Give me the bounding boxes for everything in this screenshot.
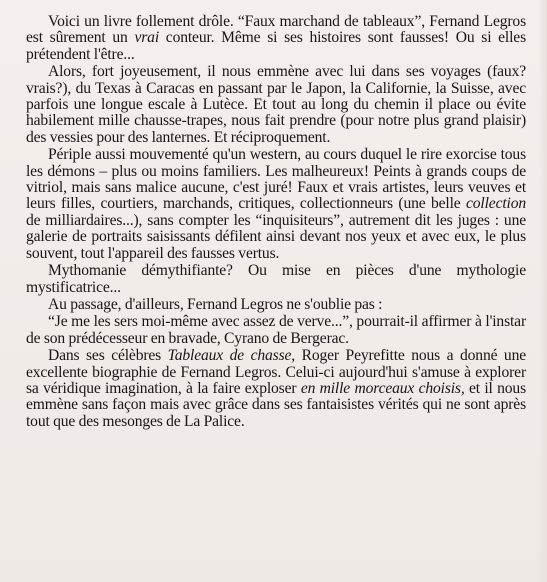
paragraph-3-text-b: de milliardaires...), sans compter les “inquisiteurs”, autrement dit les juges : une galerie de portraits saisissants défilent ainsi devant nos yeux et avec eux, le plus souvent, tout l'appareil des fausses vertus. [26, 211, 526, 262]
paragraph-2 [26, 64, 526, 146]
paragraph-7-italic-b: en mille morceaux choisis, [300, 379, 465, 397]
paragraph-7 [26, 348, 526, 430]
paragraph-3-italic: collection [466, 195, 526, 213]
paragraph-3-text-a: Périple aussi mouvementé qu'un western, au cours duquel le rire exorcise tous les démons – plus ou moins familiers. Les malheureux! Peints à grands coups de vitriol, mais sans malice aucune, c'est juré! Faux et vrais artistes, leurs veuves et leurs filles, courtiers, marchands, critiques, collectionneurs (une belle [26, 146, 526, 213]
page-edge-shading [539, 0, 547, 582]
paragraph-5 [26, 297, 526, 313]
paragraph-7-italic-a: Tableaux de chasse, [167, 347, 296, 365]
paragraph-7-text-b: Roger Peyrefitte nous a donné une excellente biographie de Fernand Legros. Celui-ci aujourd'hui s'amuse à explorer sa véridique imagination, à la faire exploser [26, 347, 526, 397]
paragraph-1 [26, 14, 526, 63]
paragraph-6-quote: “Je me les sers moi-même avec assez de verve...”, pourrait-il affirmer à l'instar de son prédécesseur en bravade, Cyrano de Bergerac. [26, 313, 526, 347]
paragraph-2-text: Alors, fort joyeusement, il nous emmène avec lui dans ses voyages (faux? vrais?), du Texas à Caracas en passant par le Japon, la Californie, la Suisse, avec parfois une longue escale à Lutèce. Et tout au long du chemin il place ou évite habilement mille chausse-trapes, nous fait prendre (pour notre plus grand plaisir) des vessies pour des lanternes. Et réciproquement. [26, 63, 526, 146]
paragraph-7-text-c: et il nous emmène sans façon mais avec grâce dans ses fantaisistes vérités qui ne sont après tout que des mesonges de La Palice. [26, 379, 526, 430]
paragraph-4 [26, 263, 526, 296]
paragraph-1-text-b: conteur. Même si ses histoires sont fausses! Ou si elles prétendent l'être... [26, 29, 526, 63]
paragraph-7-text-a: Dans ses célèbres [48, 347, 168, 365]
paragraph-6 [26, 314, 526, 347]
blurb-text [26, 14, 526, 431]
paragraph-1-italic: vrai [134, 29, 160, 47]
paragraph-4-text: Mythomanie démythifiante? Ou mise en pièces d'une mythologie mystificatrice... [26, 262, 526, 296]
paragraph-5-text: Au passage, d'ailleurs, Fernand Legros ne s'oublie pas : [48, 295, 383, 313]
paragraph-1-text-a: Voici un livre follement drôle. “Faux marchand de tableaux”, Fernand Legros est sûrement un [26, 13, 526, 47]
paragraph-3 [26, 147, 526, 262]
